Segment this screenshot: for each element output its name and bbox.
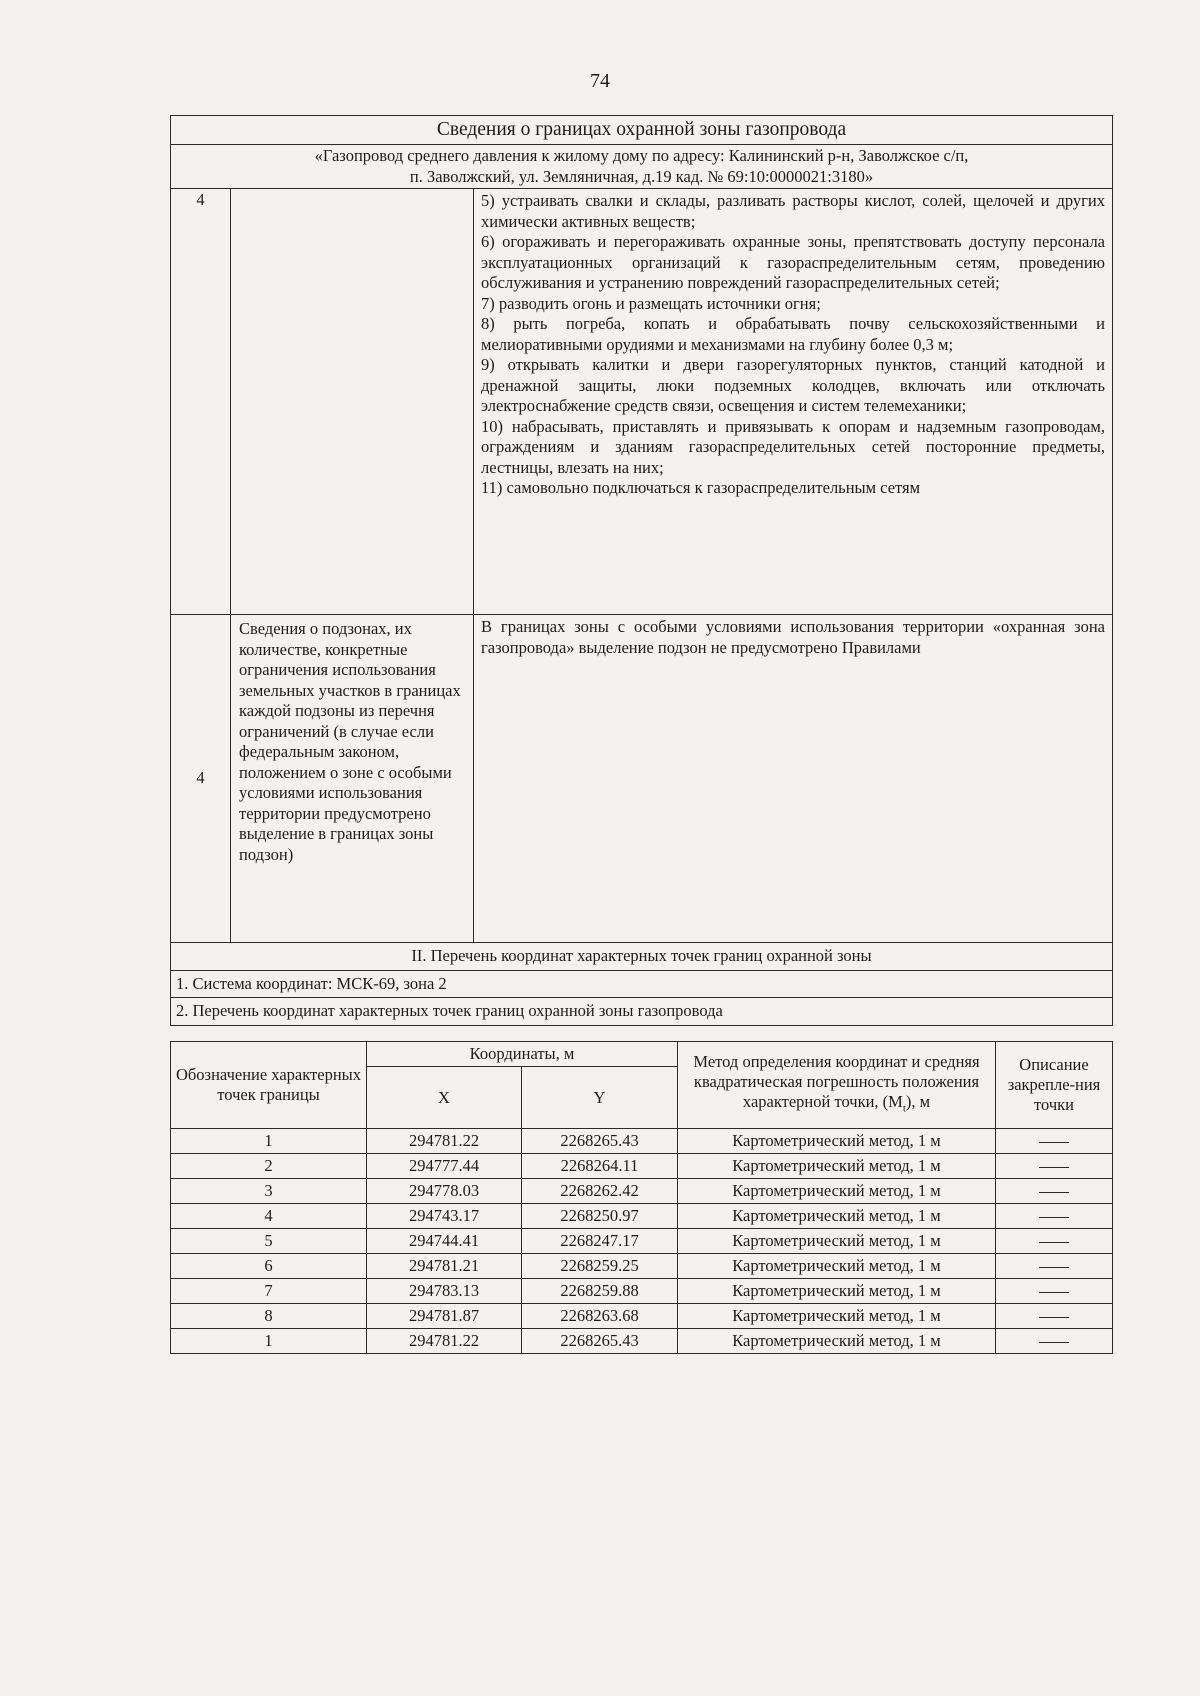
cell-y: 2268264.11 xyxy=(522,1154,678,1179)
cell-x: 294777.44 xyxy=(367,1154,522,1179)
cell-x: 294781.22 xyxy=(367,1329,522,1354)
coord-list-title: 2. Перечень координат характерных точек границ охранной зоны газопровода xyxy=(171,998,1113,1026)
cell-y: 2268265.43 xyxy=(522,1329,678,1354)
col-header-method-tail: ), м xyxy=(905,1091,931,1111)
col-header-coords: Координаты, м xyxy=(367,1042,678,1067)
table-row xyxy=(171,1304,1113,1329)
cell-point: 8 xyxy=(171,1304,367,1329)
subzones-row-value: В границах зоны с особыми условиями использования территории «охранная зона газопровода» выделение подзон не предусмотрено Правилами xyxy=(474,615,1113,943)
cell-method: Картометрический метод, 1 м xyxy=(678,1279,996,1304)
cell-description xyxy=(996,1204,1113,1229)
table-row xyxy=(171,1179,1113,1204)
dash-mark xyxy=(1039,1217,1069,1218)
coordinates-body xyxy=(171,1129,1113,1354)
dash-mark xyxy=(1039,1267,1069,1268)
dash-mark xyxy=(1039,1242,1069,1243)
cell-description xyxy=(996,1329,1113,1354)
cell-method: Картометрический метод, 1 м xyxy=(678,1304,996,1329)
col-header-x: X xyxy=(367,1067,522,1129)
restriction-item: 9) открывать калитки и двери газорегуляторных пунктов, станций катодной и дренажной защиты, люки подземных колодцев, включать или отключать электроснабжение средств связи, освещения и систем телемеханики; xyxy=(481,355,1106,415)
table-row xyxy=(171,1229,1113,1254)
cell-point: 5 xyxy=(171,1229,367,1254)
cell-description xyxy=(996,1179,1113,1204)
cell-y: 2268265.43 xyxy=(522,1129,678,1154)
cell-y: 2268250.97 xyxy=(522,1204,678,1229)
cell-method: Картометрический метод, 1 м xyxy=(678,1129,996,1154)
subzones-row-number: 4 xyxy=(171,615,231,943)
restrictions-row-label xyxy=(231,189,474,615)
cell-description xyxy=(996,1279,1113,1304)
cell-description xyxy=(996,1129,1113,1154)
cell-description xyxy=(996,1304,1113,1329)
object-description-line1: «Газопровод среднего давления к жилому дому по адресу: Калининский р-н, Заволжское с/п, xyxy=(314,146,969,165)
restriction-item: 10) набрасывать, приставлять и привязывать к опорам и надземным газопроводам, ограждениям и зданиям газораспределительных сетей посторонние предметы, лестницы, влезать на них; xyxy=(481,416,1106,477)
page-number: 74 xyxy=(590,70,610,92)
col-header-method-text: Метод определения координат и средняя квадратическая погрешность положения характерной точки, (M xyxy=(693,1051,980,1111)
coordinates-table xyxy=(170,1041,1113,1354)
cell-point: 2 xyxy=(171,1154,367,1179)
table-row xyxy=(171,1204,1113,1229)
cell-method: Картометрический метод, 1 м xyxy=(678,1229,996,1254)
restriction-item: 6) огораживать и перегораживать охранные зоны, препятствовать доступу персонала эксплуатационных организаций к газораспределительным сетям, проведению обслуживания и устранению повреждений газораспределительных сетей; xyxy=(481,232,1106,292)
subzones-row-label: Сведения о подзонах, их количестве, конкретные ограничения использования земельных участков в границах каждой подзоны из перечня ограничений (в случае если федеральным законом, положением о зоне с особыми условиями использования территории предусмотрено выделение в границах зоны подзон) xyxy=(231,615,474,943)
cell-y: 2268262.42 xyxy=(522,1179,678,1204)
restriction-item: 8) рыть погреба, копать и обрабатывать почву сельскохозяйственными и мелиоративными орудиями и механизмами на глубину более 0,3 м; xyxy=(481,314,1106,354)
cell-description xyxy=(996,1154,1113,1179)
col-header-y: Y xyxy=(522,1067,678,1129)
cell-x: 294781.22 xyxy=(367,1129,522,1154)
cell-x: 294781.87 xyxy=(367,1304,522,1329)
restriction-item: 7) разводить огонь и размещать источники огня; xyxy=(481,293,821,313)
restriction-item: 5) устраивать свалки и склады, разливать растворы кислот, солей, щелочей и других химически активных веществ; xyxy=(481,191,1106,231)
cell-x: 294743.17 xyxy=(367,1204,522,1229)
cell-x: 294781.21 xyxy=(367,1254,522,1279)
document-title: Сведения о границах охранной зоны газопровода xyxy=(171,116,1113,145)
cell-method: Картометрический метод, 1 м xyxy=(678,1329,996,1354)
dash-mark xyxy=(1039,1292,1069,1293)
cell-point: 1 xyxy=(171,1329,367,1354)
cell-point: 4 xyxy=(171,1204,367,1229)
restriction-item: 11) самовольно подключаться к газораспределительным сетям xyxy=(481,478,921,497)
table-row xyxy=(171,1279,1113,1304)
cell-x: 294778.03 xyxy=(367,1179,522,1204)
col-header-method xyxy=(678,1042,996,1129)
cell-point: 3 xyxy=(171,1179,367,1204)
col-header-description: Описание закрепле-ния точки xyxy=(996,1042,1113,1129)
col-header-method-sub: t xyxy=(902,1102,906,1115)
cell-method: Картометрический метод, 1 м xyxy=(678,1154,996,1179)
cell-y: 2268259.88 xyxy=(522,1279,678,1304)
col-header-point: Обозначение характерных точек границы xyxy=(171,1042,367,1129)
dash-mark xyxy=(1039,1192,1069,1193)
coord-system: 1. Система координат: МСК-69, зона 2 xyxy=(171,970,1113,998)
restrictions-list xyxy=(474,189,1113,615)
section2-title: II. Перечень координат характерных точек границ охранной зоны xyxy=(171,943,1113,971)
cell-description xyxy=(996,1254,1113,1279)
cell-x: 294783.13 xyxy=(367,1279,522,1304)
dash-mark xyxy=(1039,1167,1069,1168)
cell-point: 6 xyxy=(171,1254,367,1279)
cell-y: 2268259.25 xyxy=(522,1254,678,1279)
cell-method: Картометрический метод, 1 м xyxy=(678,1254,996,1279)
cell-method: Картометрический метод, 1 м xyxy=(678,1179,996,1204)
table-row xyxy=(171,1129,1113,1154)
object-description xyxy=(171,145,1113,189)
cell-x: 294744.41 xyxy=(367,1229,522,1254)
table-row xyxy=(171,1254,1113,1279)
cell-method: Картометрический метод, 1 м xyxy=(678,1204,996,1229)
cell-description xyxy=(996,1229,1113,1254)
cell-y: 2268247.17 xyxy=(522,1229,678,1254)
table-row xyxy=(171,1329,1113,1354)
zone-info-table xyxy=(170,115,1113,1026)
cell-point: 7 xyxy=(171,1279,367,1304)
object-description-line2: п. Заволжский, ул. Земляничная, д.19 кад. № 69:10:0000021:3180» xyxy=(409,166,874,186)
cell-point: 1 xyxy=(171,1129,367,1154)
table-row xyxy=(171,1154,1113,1179)
dash-mark xyxy=(1039,1342,1069,1343)
dash-mark xyxy=(1039,1142,1069,1143)
restrictions-row-number: 4 xyxy=(171,189,231,615)
dash-mark xyxy=(1039,1317,1069,1318)
cell-y: 2268263.68 xyxy=(522,1304,678,1329)
